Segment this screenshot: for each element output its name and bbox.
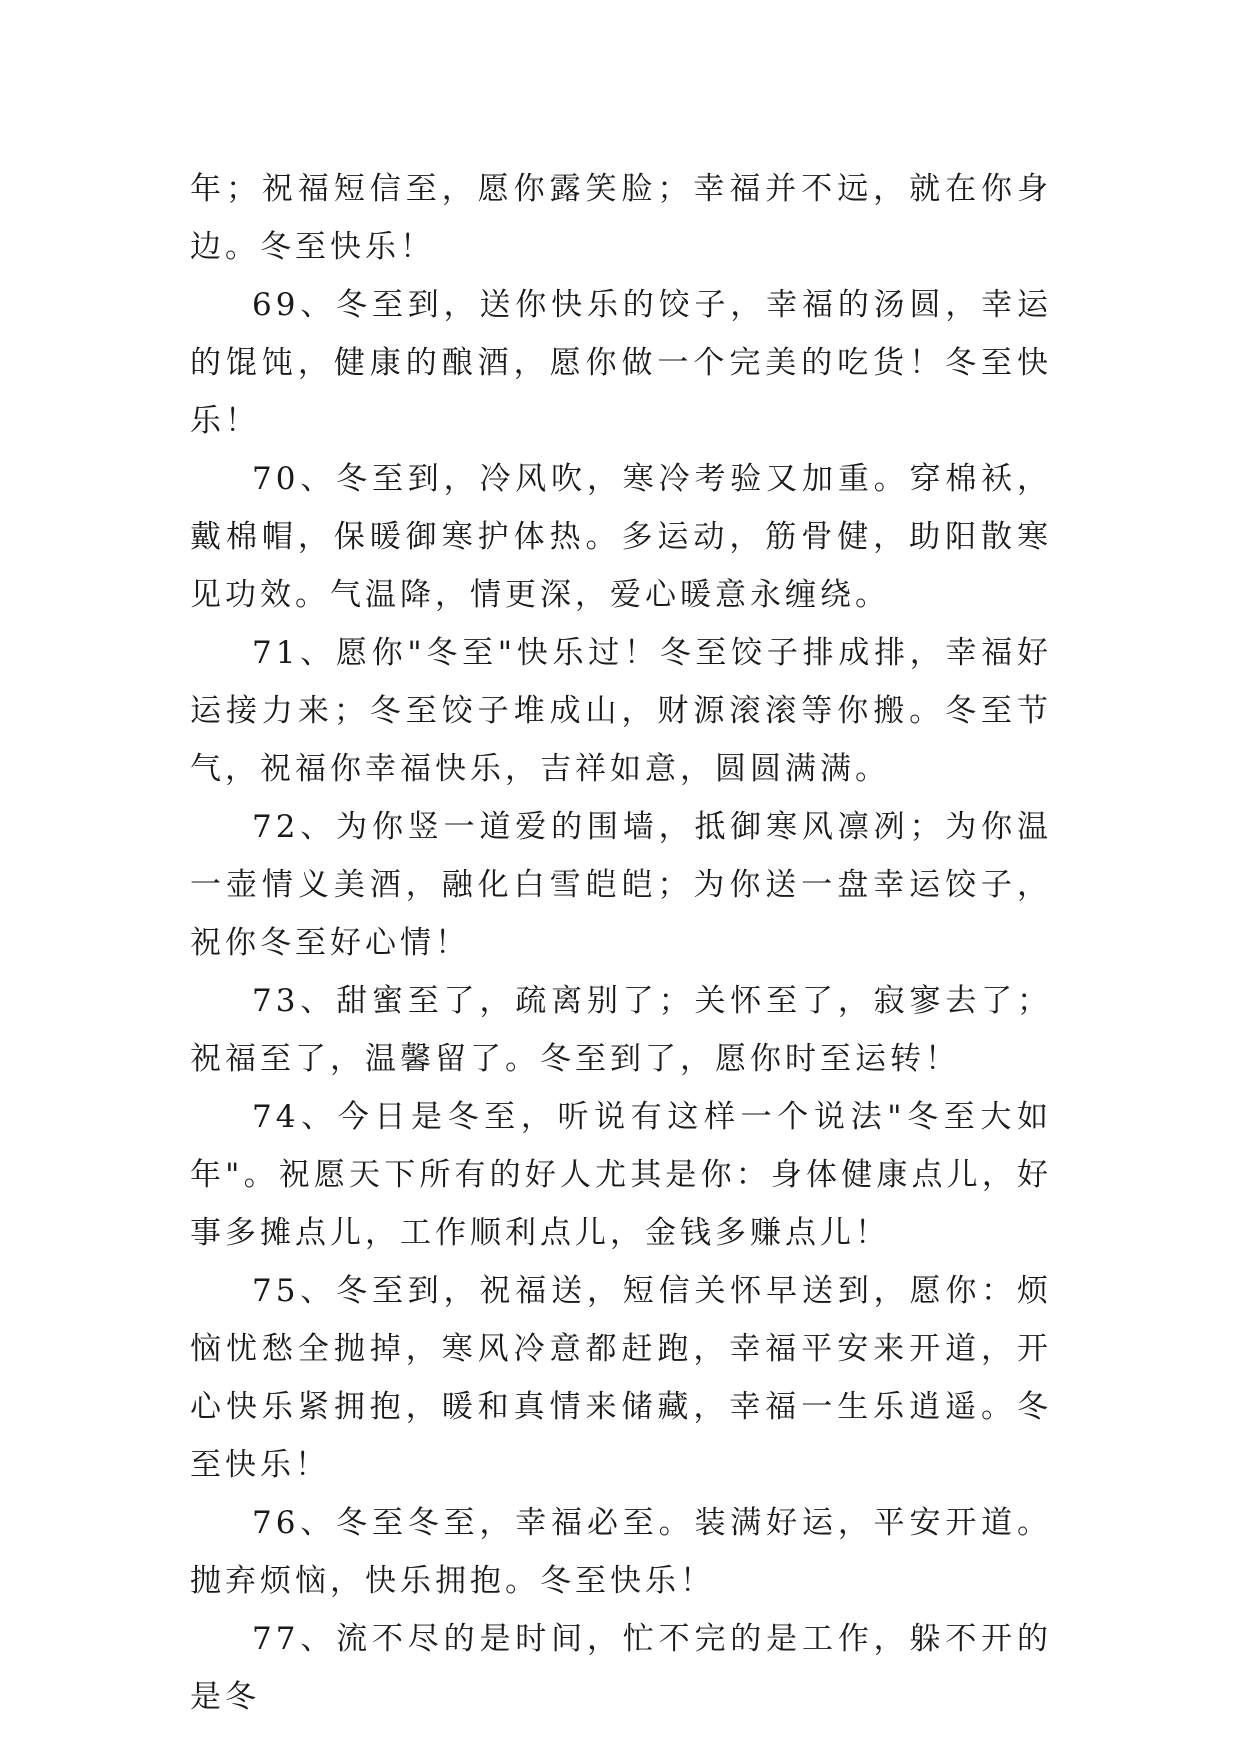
paragraph-76: 76、冬至冬至，幸福必至。装满好运，平安开道。抛弃烦恼，快乐拥抱。冬至快乐！ xyxy=(190,1505,1052,1599)
paragraph-70: 70、冬至到，冷风吹，寒冷考验又加重。穿棉袄，戴棉帽，保暖御寒护体热。多运动，筋骨健，助阳散寒见功效。气温降，情更深，爱心暖意永缠绕。 xyxy=(190,461,1052,613)
paragraph-69: 69、冬至到，送你快乐的饺子，幸福的汤圆，幸运的馄饨，健康的酿酒，愿你做一个完美的吃货！冬至快乐！ xyxy=(190,287,1052,439)
paragraph-73: 73、甜蜜至了，疏离别了；关怀至了，寂寥去了；祝福至了，温馨留了。冬至到了，愿你时至运转！ xyxy=(190,983,1052,1077)
paragraph-72: 72、为你竖一道爱的围墙，抵御寒风凛冽；为你温一壶情义美酒，融化白雪皑皑；为你送一盘幸运饺子，祝你冬至好心情！ xyxy=(190,809,1052,961)
document-page xyxy=(190,160,1052,1726)
paragraph-75: 75、冬至到，祝福送，短信关怀早送到，愿你：烦恼忧愁全抛掉，寒风冷意都赶跑，幸福平安来开道，开心快乐紧拥抱，暖和真情来储藏，幸福一生乐逍遥。冬至快乐！ xyxy=(190,1273,1052,1483)
paragraph-continuation: 年；祝福短信至，愿你露笑脸；幸福并不远，就在你身边。冬至快乐！ xyxy=(190,171,1052,265)
paragraph-74: 74、今日是冬至，听说有这样一个说法"冬至大如年"。祝愿天下所有的好人尤其是你：身体健康点儿，好事多摊点儿，工作顺利点儿，金钱多赚点儿！ xyxy=(190,1099,1052,1251)
paragraph-71: 71、愿你"冬至"快乐过！冬至饺子排成排，幸福好运接力来；冬至饺子堆成山，财源滚滚等你搬。冬至节气，祝福你幸福快乐，吉祥如意，圆圆满满。 xyxy=(190,635,1052,787)
paragraph-77: 77、流不尽的是时间，忙不完的是工作，躲不开的是冬 xyxy=(190,1621,1052,1715)
